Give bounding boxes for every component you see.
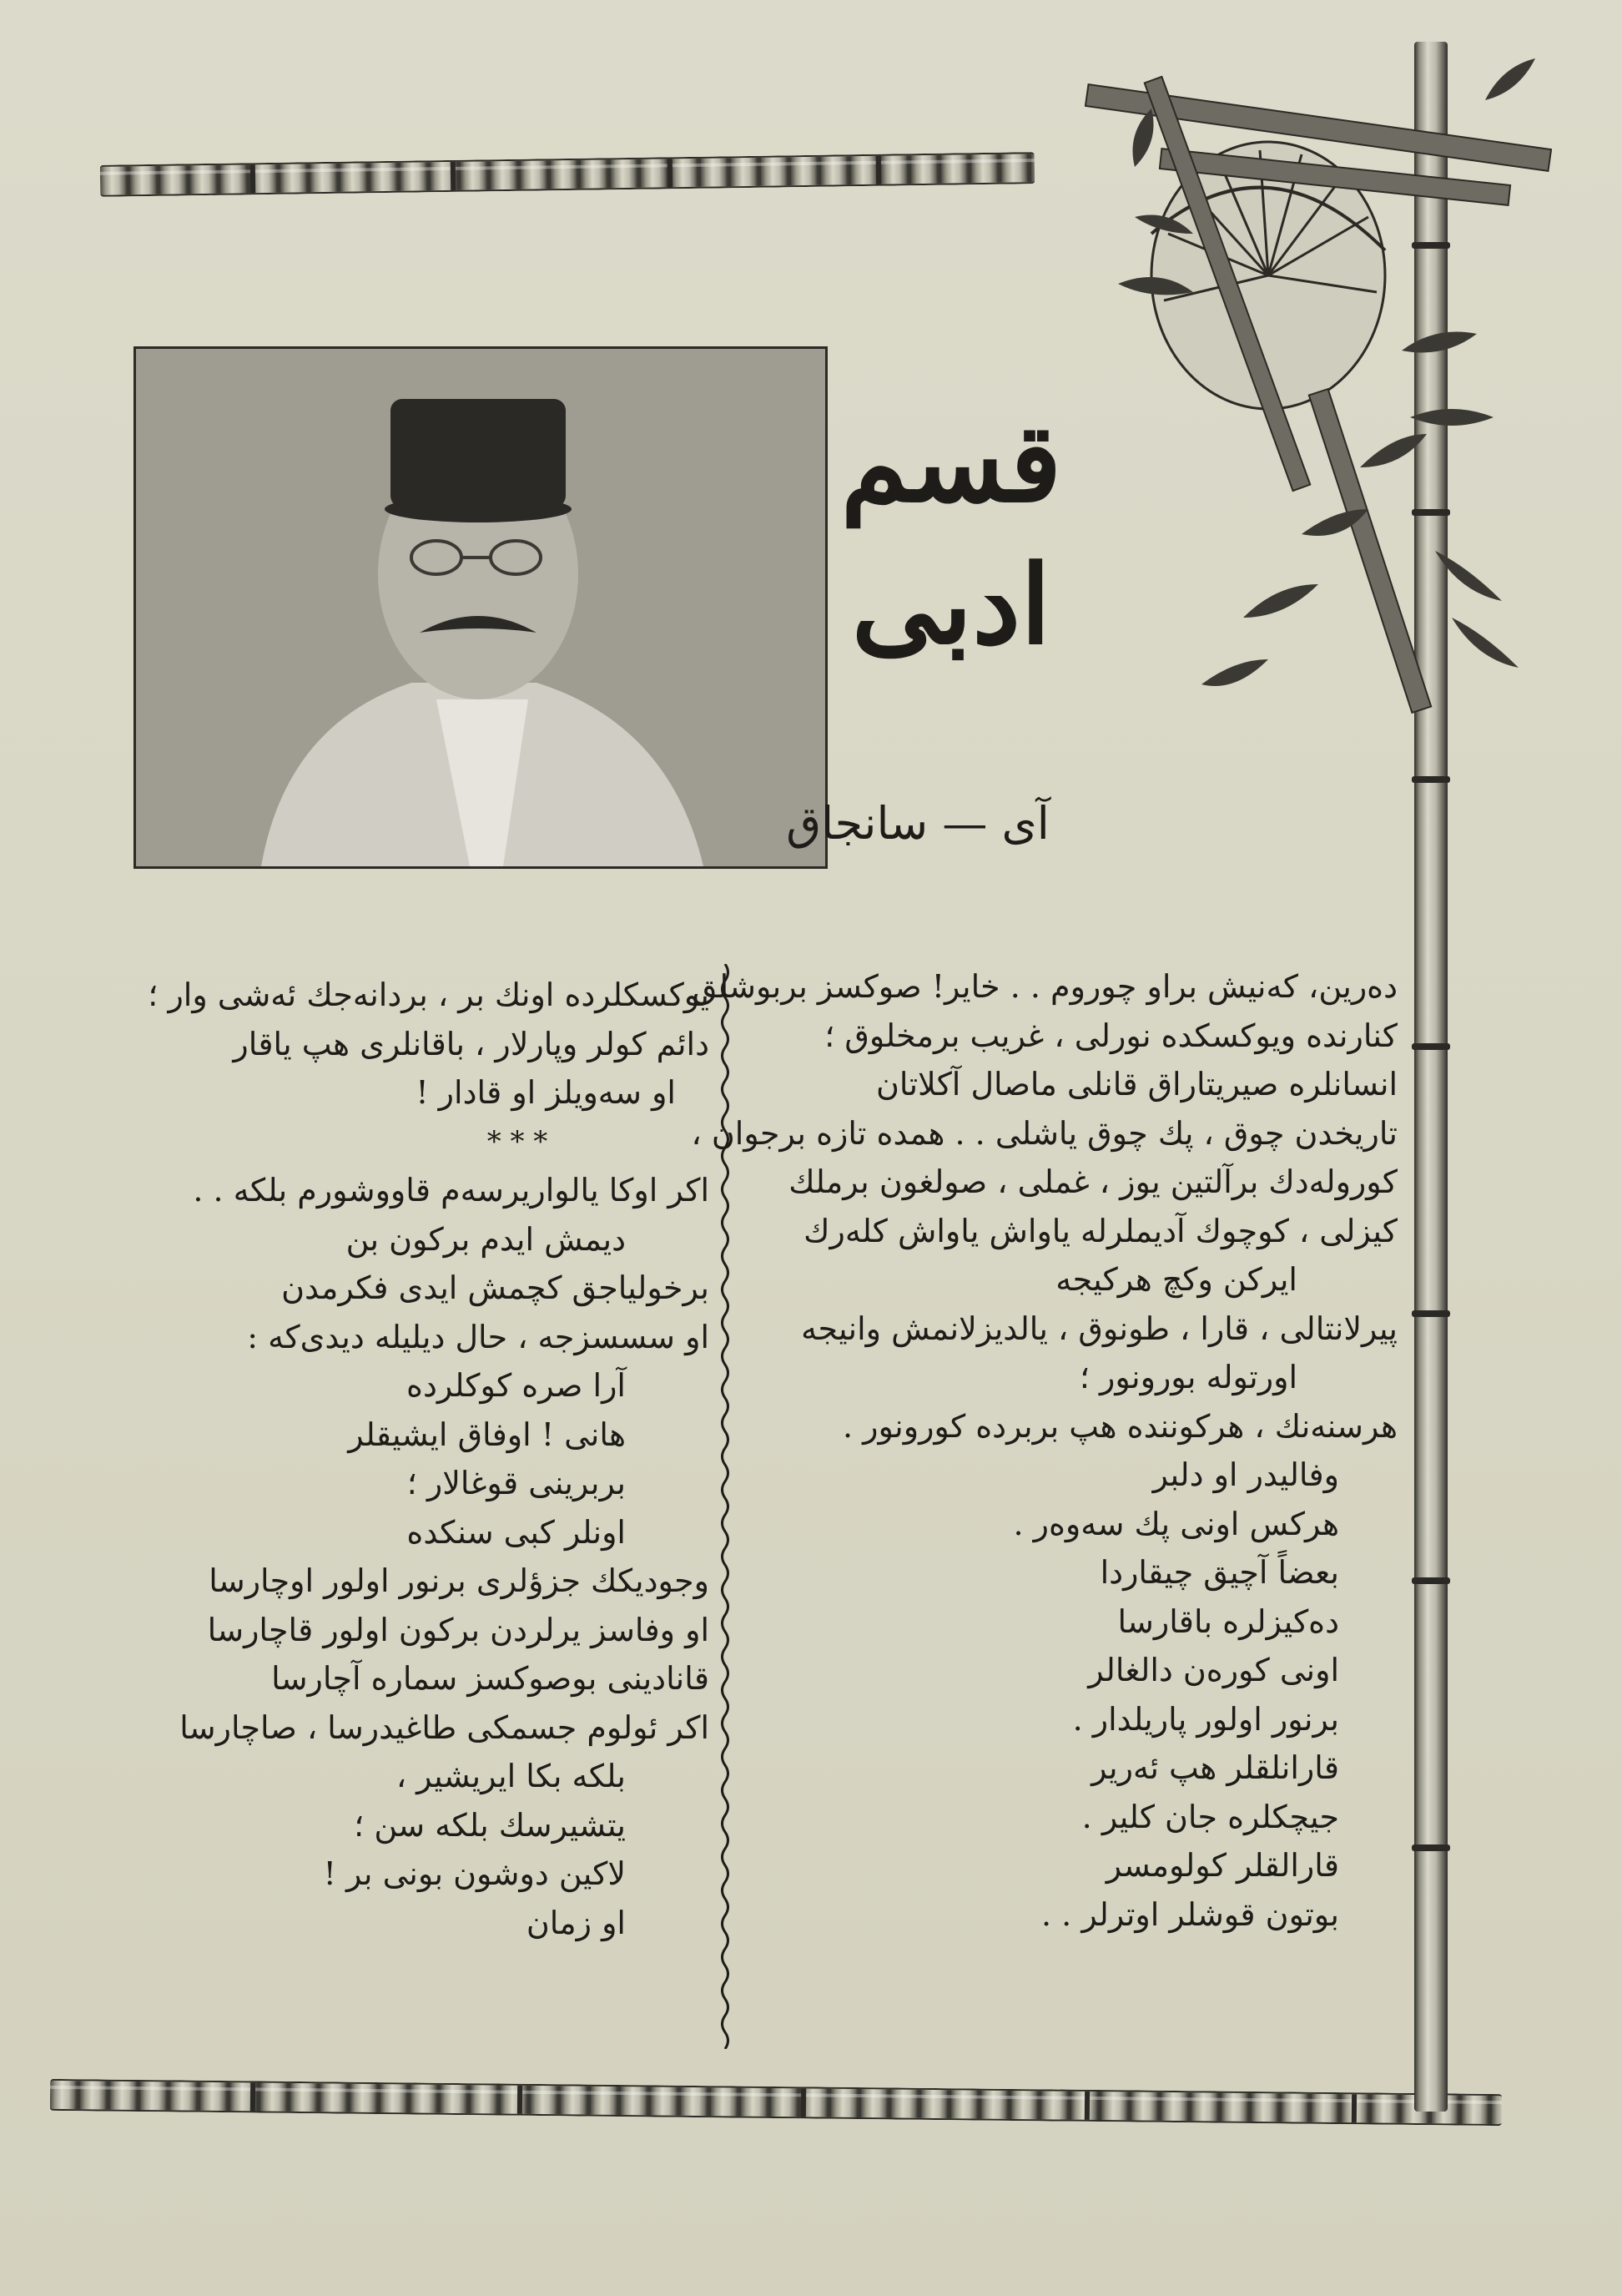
poem-line: هرکس اونی پك سه‌وه‌ر . — [1013, 1505, 1339, 1542]
poem-line: اکر ئولوم جسمکی طاغیدرسا ، صاچارسا — [179, 1708, 709, 1746]
bamboo-frame-bottom — [50, 2079, 1502, 2126]
poem-line: بوتون قوشلر اوترلر . . — [1041, 1895, 1339, 1933]
poem-line: وجودیکك جزؤلری برنور اولور اوچارسا — [209, 1562, 709, 1599]
poem-line: ایرکن وکچ هرکیجه — [1055, 1261, 1297, 1298]
section-heading: قسم ادبی — [840, 399, 1062, 669]
poem-line: جیچکلره جان کلیر . — [1081, 1798, 1339, 1835]
poem-line: اونلر کبی سنکده — [406, 1513, 626, 1551]
poem-line: ده‌کیزلره باقارسا — [1117, 1602, 1339, 1640]
poem-line: هرسنه‌نك ، هرکوننده هپ بربرده کورونور . — [843, 1407, 1398, 1445]
poem-line: قارالقلر کولومسر — [1106, 1847, 1339, 1884]
poem-line: وفالیدر او دلبر — [1152, 1456, 1339, 1493]
poem-line: یوکسکلرده اونك بر ، بردانه‌جك ئه‌شی وار ؛ — [148, 976, 709, 1013]
poem-line: قانادینی بوصوکسز سماره آچارسا — [271, 1660, 709, 1697]
poem-author: آی — سانجاق — [786, 797, 1050, 850]
poem-line: اونی کوره‌ن دالغالر — [1088, 1652, 1339, 1688]
poem-line: تاریخدن چوق ، پك چوق یاشلی . . همده تازه برجوان ، — [691, 1114, 1398, 1152]
poem-column-right — [691, 962, 1398, 1939]
column-divider — [719, 964, 731, 2049]
poem-line: قارانلقلر هپ ئه‌ریر — [1091, 1749, 1339, 1786]
poem-line: او سه‌ویلز او قادار ! — [416, 1074, 676, 1111]
poem-line: بلکه بکا ایریشیر ، — [395, 1758, 626, 1794]
poem-line: دائم کولر وپارلار ، باقانلری هپ یاقار — [233, 1025, 709, 1062]
poem-line: آرا صره کوکلرده — [406, 1367, 626, 1404]
poem-line: لاکین دوشون بونی بر ! — [323, 1855, 626, 1892]
poem-line: ده‌رین، که‌نیش براو چوروم . . خایر! صوکسز بربوشلق — [692, 968, 1398, 1005]
poem-line: انسانلره صیریتاراق قانلی ماصال آکلاتان — [875, 1066, 1398, 1103]
bamboo-frame-top — [100, 152, 1035, 197]
poem-line: او سسسزجه ، حال دیلیله دیدی‌که : — [247, 1318, 709, 1355]
poem-column-left — [148, 971, 709, 1947]
poem-line: کیزلی ، کوچوك آدیملرله یاواش یاواش کله‌رك — [803, 1212, 1398, 1249]
poem-line: او زمان — [526, 1904, 626, 1941]
poem-line: یتشیرسك بلکه سن ؛ — [354, 1806, 626, 1844]
poem-line: کنارنده ویوکسکده نورلی ، غریب برمخلوق ؛ — [824, 1017, 1398, 1054]
poem-line: او وفاسز یرلردن برکون اولور قاچارسا — [207, 1611, 709, 1648]
poem-line: اکر اوکا یالواریرسه‌م قاووشورم بلکه . . — [193, 1172, 709, 1209]
poem-line: برخولیاجق کچمش ایدی فکرمدن — [281, 1269, 709, 1306]
poem-line: دیمش ایدم برکون بن — [345, 1220, 626, 1258]
poem-line: بعضاً آچیق چیقاردا — [1100, 1554, 1339, 1591]
author-portrait-photo — [133, 346, 828, 869]
poem-line: برنور اولور پاریلدار . — [1072, 1700, 1339, 1738]
poem-line: پیرلانتالی ، قارا ، طونوق ، یالدیزلانمش وانیجه — [801, 1309, 1398, 1347]
poem-line: بربرینی قوغالار ؛ — [406, 1465, 626, 1501]
section-separator-stars: * * * — [486, 1124, 548, 1158]
poem-line: اورتوله بورونور ؛ — [1079, 1359, 1297, 1395]
poem-line: هانی ! اوفاق ایشیقلر — [348, 1415, 626, 1453]
poem-line: کوروله‌دك برآلتین یوز ، غملی ، صولغون برملك — [788, 1163, 1398, 1200]
